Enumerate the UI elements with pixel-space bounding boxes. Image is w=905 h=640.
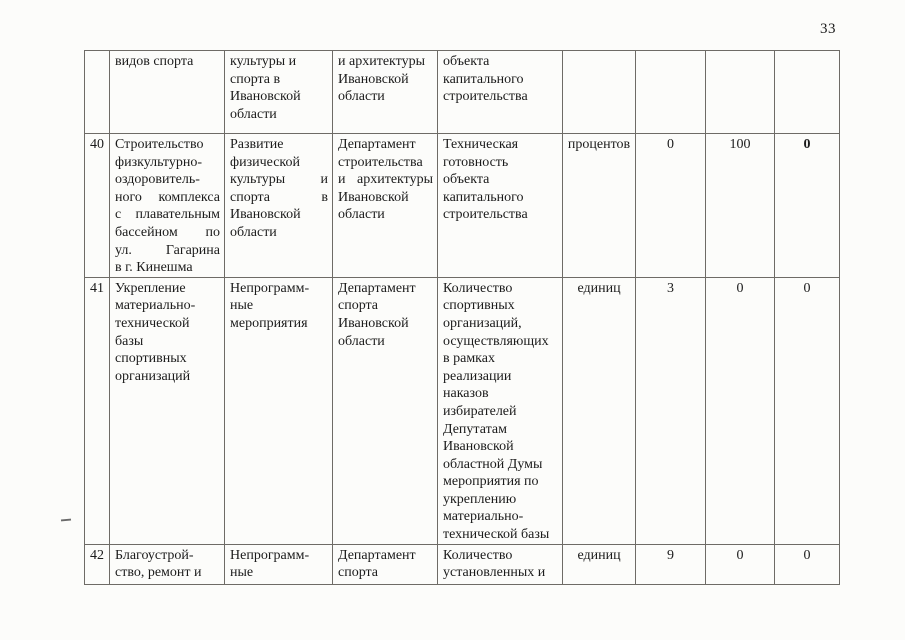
cell-num [85, 134, 110, 278]
cell-line: объекта [443, 54, 490, 69]
cell-line: Непрограмм- [230, 280, 310, 296]
cell-line: области [230, 106, 277, 122]
cell-line: 40 [90, 137, 104, 152]
cell-line: готовность [443, 154, 509, 170]
cell-line: технической [115, 315, 190, 331]
cell-value-1: 0 [636, 134, 706, 278]
cell-line: области [230, 224, 277, 240]
table-body [85, 51, 840, 585]
cell-executor [333, 134, 438, 278]
cell-line: спорта в [230, 189, 328, 205]
cell-line: реализации [443, 368, 512, 384]
cell-value-3: 0 [775, 134, 840, 278]
cell-program [225, 51, 333, 134]
table-row [85, 134, 840, 278]
cell-line: Техническая [443, 137, 519, 152]
table-row [85, 51, 840, 134]
cell-line: осуществляющих [443, 333, 549, 349]
cell-line: Департамент [338, 137, 416, 152]
cell-line: установленных и [443, 565, 546, 581]
cell-value-2 [706, 51, 775, 134]
cell-line: спорта в [230, 71, 281, 87]
cell-value-3: 0 [775, 277, 840, 544]
document-table [84, 50, 840, 585]
cell-line: материально- [443, 509, 524, 525]
cell-line: избирателей [443, 403, 517, 419]
cell-line: и архитектуры [338, 54, 425, 69]
page-number: 33 [820, 21, 836, 37]
cell-line: строительства [443, 207, 528, 223]
cell-line: наказов [443, 386, 489, 402]
cell-line: мероприятия [230, 315, 308, 331]
cell-line: Количество [443, 547, 513, 563]
cell-executor [333, 277, 438, 544]
cell-line: культуры и [230, 54, 297, 69]
cell-num [85, 51, 110, 134]
cell-line: Количество [443, 280, 513, 296]
cell-line: физкультурно- [115, 154, 203, 170]
cell-line: и архитектуры [338, 172, 433, 188]
cell-line: процентов [567, 137, 631, 152]
cell-line: ул. Гагарина [115, 242, 220, 258]
cell-program [225, 544, 333, 584]
cell-program [225, 134, 333, 278]
cell-line: Ивановской [338, 315, 409, 331]
cell-num [85, 277, 110, 544]
cell-line: Департамент [338, 547, 416, 563]
cell-line: с плавательным [115, 207, 220, 223]
cell-line: организаций, [443, 315, 522, 331]
cell-line: объекта [443, 172, 490, 188]
cell-indicator [438, 544, 563, 584]
cell-line: физической [230, 154, 300, 170]
cell-line: в рамках [443, 351, 495, 367]
cell-line: ство, ремонт и [115, 565, 202, 581]
cell-value-3 [775, 51, 840, 134]
cell-line: Ивановской [443, 439, 514, 455]
cell-line: строительства [443, 89, 528, 105]
cell-line: области [338, 89, 385, 105]
cell-line: Ивановской [230, 207, 301, 223]
cell-line: Непрограмм- [230, 547, 310, 563]
cell-line: единиц [577, 547, 621, 563]
cell-line: области [338, 207, 385, 223]
cell-line: Укрепление [115, 280, 186, 296]
table-row [85, 544, 840, 584]
cell-line: мероприятия по [443, 474, 539, 490]
cell-unit [563, 134, 636, 278]
cell-name [110, 51, 225, 134]
cell-program [225, 277, 333, 544]
cell-line: ные [230, 298, 254, 314]
cell-unit [563, 277, 636, 544]
cell-line: в г. Кинешма [115, 260, 193, 276]
cell-line: ного комплекса [115, 189, 220, 205]
cell-line: ные [230, 565, 254, 581]
cell-line: Ивановской [230, 89, 301, 105]
cell-num [85, 544, 110, 584]
cell-indicator [438, 134, 563, 278]
cell-line: Развитие [230, 137, 284, 152]
cell-line: Благоустрой- [115, 547, 194, 563]
cell-executor [333, 544, 438, 584]
cell-name [110, 134, 225, 278]
table-row [85, 277, 840, 544]
cell-line: капитального [443, 71, 524, 87]
cell-line: технической базы [443, 527, 550, 543]
cell-line: культуры и [230, 172, 328, 188]
cell-line: строительства [338, 154, 423, 170]
cell-line: Ивановской [338, 71, 409, 87]
cell-line: единиц [577, 280, 621, 296]
cell-indicator [438, 277, 563, 544]
cell-value-2: 0 [706, 544, 775, 584]
cell-value-1 [636, 51, 706, 134]
cell-line: оздоровитель- [115, 172, 200, 188]
cell-line: укреплению [443, 491, 517, 507]
cell-line: Ивановской [338, 189, 409, 205]
cell-name [110, 544, 225, 584]
cell-indicator [438, 51, 563, 134]
stray-mark [61, 519, 71, 522]
cell-line: материально- [115, 298, 196, 314]
cell-line: спортивных [115, 351, 187, 367]
cell-line: области [338, 333, 385, 349]
cell-line: спорта [338, 565, 379, 581]
cell-line: бассейном по [115, 224, 220, 240]
cell-executor [333, 51, 438, 134]
cell-line: базы [115, 333, 144, 349]
cell-value-3: 0 [775, 544, 840, 584]
cell-line: 42 [90, 547, 104, 563]
cell-value-2: 100 [706, 134, 775, 278]
cell-unit [563, 544, 636, 584]
cell-line: спорта [338, 298, 379, 314]
cell-line: капитального [443, 189, 524, 205]
cell-unit [563, 51, 636, 134]
cell-value-1: 3 [636, 277, 706, 544]
cell-line: 41 [90, 280, 104, 296]
cell-value-1: 9 [636, 544, 706, 584]
cell-line: Департамент [338, 280, 416, 296]
cell-line: Строительство [115, 137, 204, 152]
cell-line: видов спорта [115, 54, 194, 69]
cell-line: спортивных [443, 298, 515, 314]
cell-name [110, 277, 225, 544]
cell-line: Депутатам [443, 421, 507, 437]
cell-line: организаций [115, 368, 191, 384]
cell-value-2: 0 [706, 277, 775, 544]
cell-line: областной Думы [443, 456, 543, 472]
